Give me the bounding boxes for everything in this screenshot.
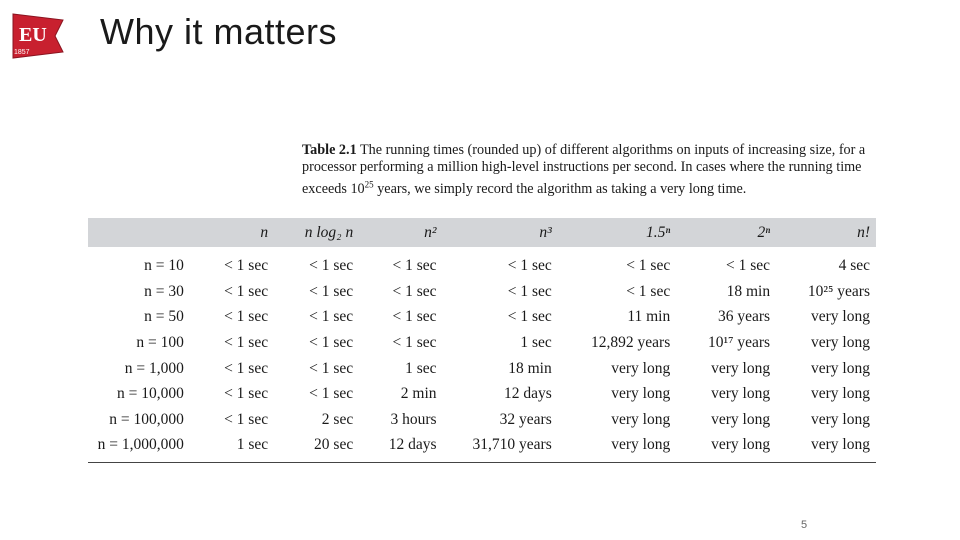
table-row — [88, 433, 876, 463]
running-time-cell: very long — [558, 433, 676, 463]
input-size-cell: n = 30 — [144, 282, 184, 300]
running-time-cell: 18 min — [508, 359, 552, 377]
running-time-cell: very long — [611, 410, 671, 428]
running-time-cell: very long — [611, 385, 671, 403]
running-time-cell: < 1 sec — [626, 257, 671, 274]
running-time-cell: < 1 sec — [392, 282, 437, 300]
page-number: 5 — [801, 519, 808, 531]
running-time-cell: 12 days — [503, 385, 552, 403]
running-time-cell: < 1 sec — [507, 257, 552, 274]
eu-pennant-logo-icon — [11, 12, 65, 60]
running-time-cell: 10²⁵ years — [807, 282, 870, 300]
running-time-cell: < 1 sec — [392, 333, 437, 351]
running-time-cell: 31,710 years — [443, 433, 558, 463]
table-row — [88, 381, 876, 407]
running-time-cell: 10¹⁷ years — [707, 333, 771, 351]
caption-label: Table 2.1 — [302, 142, 357, 158]
input-size-cell: n = 100,000 — [109, 410, 184, 428]
header-cell: 1.5ⁿ — [558, 218, 676, 247]
table-row — [88, 247, 876, 279]
input-size-cell: n = 10 — [144, 257, 184, 274]
running-time-cell: 4 sec — [838, 257, 870, 274]
running-time-cell: 2 sec — [321, 410, 354, 428]
header-cell: n log₂ n — [274, 218, 359, 247]
header-cell: n³ — [443, 218, 558, 247]
running-time-cell: < 1 sec — [309, 257, 354, 274]
university-logo — [11, 12, 65, 60]
table-row — [88, 330, 876, 356]
running-time-cell: < 1 sec — [309, 385, 354, 403]
running-time-cell: 12 days — [359, 433, 442, 463]
running-time-cell: 1 sec — [190, 433, 274, 463]
header-cell: n! — [776, 218, 876, 247]
table-row — [88, 356, 876, 382]
table-body — [88, 247, 876, 463]
running-time-cell: very long — [811, 385, 870, 403]
running-time-cell: < 1 sec — [392, 308, 437, 326]
input-size-cell: n = 1,000,000 — [88, 433, 190, 463]
caption-text: The running times (rounded up) of different algorithms on inputs of increasing size, for a processor performing a million high-level instructions per second. In cases where the running time exceeds $10^{25}$ years, we simply record the algorithm as taking a very long time. — [302, 142, 866, 197]
running-time-cell: < 1 sec — [224, 385, 269, 403]
slide-title: Why it matters — [100, 11, 338, 52]
running-time-cell: 32 years — [499, 410, 552, 428]
running-time-cell: very long — [611, 359, 671, 377]
running-time-cell: 11 min — [627, 308, 671, 326]
running-time-cell: very long — [811, 359, 870, 377]
running-time-cell: very long — [811, 410, 870, 428]
running-time-cell: 20 sec — [274, 433, 359, 463]
running-time-cell: 1 sec — [520, 333, 552, 351]
running-time-cell: 18 min — [726, 282, 771, 300]
header-cell: 2ⁿ — [676, 218, 776, 247]
running-time-cell: < 1 sec — [309, 308, 354, 326]
running-time-cell: < 1 sec — [392, 257, 437, 274]
header-cell: n² — [359, 218, 442, 247]
running-time-cell: 2 min — [400, 385, 437, 403]
running-time-cell: < 1 sec — [626, 282, 671, 300]
running-time-cell: very long — [776, 433, 876, 463]
running-time-cell: very long — [811, 308, 870, 326]
table-row — [88, 305, 876, 331]
running-time-cell: < 1 sec — [224, 359, 269, 377]
logo-text: EU — [19, 24, 47, 46]
running-time-cell: very long — [711, 359, 771, 377]
running-time-cell: 36 years — [718, 308, 771, 326]
input-size-cell: n = 1,000 — [124, 359, 184, 377]
table-header-row — [88, 218, 876, 247]
running-time-cell: very long — [711, 385, 771, 403]
running-time-cell: < 1 sec — [309, 282, 354, 300]
logo-year: 1857 — [14, 49, 30, 56]
table-caption — [302, 142, 882, 198]
running-time-cell: very long — [676, 433, 776, 463]
table-row — [88, 279, 876, 305]
running-time-cell: 3 hours — [390, 410, 437, 428]
table-row — [88, 407, 876, 433]
header-cell: n — [190, 218, 274, 247]
running-time-cell: < 1 sec — [224, 308, 269, 326]
running-time-cell: < 1 sec — [224, 410, 269, 428]
running-times-table — [88, 218, 876, 463]
running-time-cell: < 1 sec — [309, 333, 354, 351]
running-time-cell: < 1 sec — [726, 257, 771, 274]
header-cell — [88, 218, 190, 247]
input-size-cell: n = 10,000 — [116, 385, 184, 403]
running-time-cell: very long — [811, 333, 870, 351]
input-size-cell: n = 50 — [144, 308, 184, 326]
running-time-cell: < 1 sec — [224, 333, 269, 351]
running-time-cell: very long — [711, 410, 771, 428]
running-time-cell: < 1 sec — [309, 359, 354, 377]
input-size-cell: n = 100 — [136, 333, 184, 351]
running-time-cell: < 1 sec — [224, 257, 269, 274]
running-time-cell: < 1 sec — [507, 282, 552, 300]
running-time-cell: < 1 sec — [224, 282, 269, 300]
running-time-cell: 1 sec — [405, 359, 437, 377]
running-time-cell: < 1 sec — [507, 308, 552, 326]
running-time-cell: 12,892 years — [591, 333, 671, 351]
